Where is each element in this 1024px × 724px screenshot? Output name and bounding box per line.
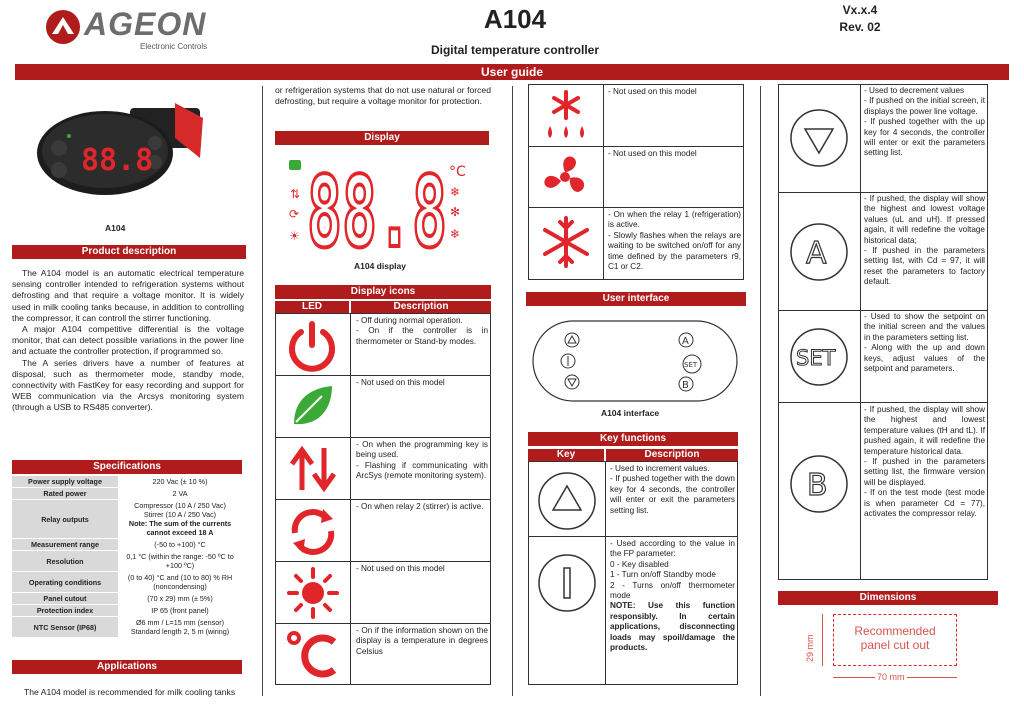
key-desc-line: - Used according to the value in the FP parameter: — [610, 539, 735, 559]
key-desc-line: - Used to show the setpoint on the initial screen and the values in the parameters setting list. — [864, 312, 985, 342]
product-desc-paragraph: A major A104 competitive differential is the voltage monitor, that can detect possible variations in the power line and actuate the controller protection, if programmed so. — [12, 324, 244, 357]
table-row — [12, 593, 242, 605]
stirrer-icon — [287, 505, 339, 557]
key-desc-line: - If pushed on the initial screen, it displays the power line voltage. — [864, 96, 985, 116]
spec-value-text: Compressor (10 A / 250 Vac) Stirrer (10 A / 250 Vac) — [134, 501, 226, 519]
interface-illustration — [530, 318, 740, 404]
col2-intro: or refrigeration systems that do not use natural or forced defrosting, but require a voltage monitor for protection. — [275, 85, 491, 107]
applications-text: The A104 model is recommended for milk cooling tanks — [24, 687, 236, 697]
spec-value: 220 Vac (± 10 %) — [152, 477, 208, 486]
column-divider — [512, 86, 513, 696]
svg-text:❄: ❄ — [450, 185, 461, 199]
table-row — [12, 488, 242, 500]
spec-value: (70 x 29) mm (± 5%) — [147, 594, 213, 603]
spec-key: NTC Sensor (IP68) — [12, 617, 118, 638]
icon-desc-line: - On when relay 2 (stirrer) is active. — [356, 502, 484, 511]
icon-desc-line: - Not used on this model — [356, 564, 445, 573]
spec-value — [118, 500, 242, 539]
key-desc-line: - Used to decrement values — [864, 86, 965, 95]
section-dimensions: Dimensions — [778, 591, 998, 605]
svg-text:⇅: ⇅ — [290, 187, 301, 201]
spec-value: (0 to 40) °C and (10 to 80) % RH (noncondensing) — [127, 573, 233, 591]
spec-key: Rated power — [12, 488, 118, 500]
spec-key: Protection index — [12, 605, 118, 617]
section-display: Display — [275, 131, 489, 145]
spec-key: Resolution — [12, 551, 118, 572]
programming-arrows-icon — [288, 444, 338, 494]
spec-value: Ø6 mm / L=15 mm (sensor) Standard length 2, 5 m (wiring) — [130, 618, 230, 636]
key-desc-line: - If pushed together with the up key for 4 seconds, the controller will enter or exit the parameters setting list. — [864, 117, 985, 158]
section-user-interface: User interface — [526, 292, 746, 306]
defrost-icon — [538, 88, 594, 144]
svg-text:⟳: ⟳ — [289, 207, 300, 221]
spec-note: Note: The sum of the currents cannot exceed 18 A — [128, 519, 232, 537]
fan-icon — [538, 150, 592, 204]
spec-value: 2 VA — [172, 489, 188, 498]
svg-text:A: A — [682, 336, 689, 347]
display-illustration — [287, 156, 477, 252]
icon-desc-line: - Not used on this model — [608, 149, 697, 158]
table-row — [12, 605, 242, 617]
spec-key: Panel cutout — [12, 593, 118, 605]
icon-desc-line: - Off during normal operation. — [356, 316, 463, 325]
section-specifications: Specifications — [12, 460, 242, 474]
logo-subtitle: Electronic Controls — [140, 42, 208, 51]
key-desc-line: - Used to increment values. — [610, 464, 710, 473]
interface-caption: A104 interface — [600, 408, 660, 418]
power-icon — [285, 318, 339, 372]
table-row — [12, 539, 242, 551]
b-key-icon — [788, 453, 850, 515]
header-key-description: Description — [606, 449, 738, 461]
icon-desc-line: - Not used on this model — [356, 378, 445, 387]
panel-cutout-box — [833, 614, 957, 666]
specifications-table — [12, 476, 242, 638]
section-key-functions: Key functions — [528, 432, 738, 446]
key-desc-line: - Along with the up and down keys, adjust values of the setpoint and parameters. — [864, 343, 985, 374]
page-title: A104 — [483, 4, 547, 34]
svg-text:SET: SET — [796, 346, 836, 370]
logo-mark-icon — [44, 8, 82, 46]
spec-key: Relay outputs — [12, 500, 118, 539]
svg-text:✻: ✻ — [450, 205, 461, 219]
display-caption: A104 display — [354, 261, 406, 271]
banner-user-guide: User guide — [15, 64, 1009, 80]
snowflake-icon — [538, 214, 594, 270]
revision-label: Rev. 02 — [839, 20, 881, 34]
down-key-icon — [788, 107, 850, 169]
table-row — [12, 551, 242, 572]
spec-value: (-50 to +100) °C — [154, 540, 206, 549]
spec-key: Measurement range — [12, 539, 118, 551]
standby-key-icon — [536, 552, 598, 614]
dimension-height-line — [822, 614, 823, 666]
product-desc-paragraph: The A104 model is an automatic electrical temperature sensing controller intended to refrigeration systems without defrosting and that require a voltage monitor. It is widely used in milk cooling tanks because, in addition to controlling the compressor, it can controll the stirrer functioning. — [12, 268, 244, 323]
svg-text:B: B — [682, 380, 689, 391]
cutout-label: Recommended panel cut out — [854, 624, 936, 652]
key-desc-line: - If pushed in the parameters setting list, with Cd = 97, it will reset the parameters to factory default. — [864, 246, 985, 287]
icon-desc-line: - On if the information shown on the display is a temperature in degrees Celsius — [356, 626, 488, 656]
a-key-icon — [788, 221, 850, 283]
svg-text:❄: ❄ — [450, 227, 461, 241]
photo-caption: A104 — [105, 223, 126, 233]
display-digits: 88.8 — [307, 156, 447, 252]
key-desc-line: - If pushed in the parameters setting list, the firmware version will be displayed. — [864, 457, 985, 487]
dimension-width-label: 70 mm — [877, 672, 905, 682]
svg-text:SET: SET — [684, 361, 698, 369]
key-desc-line: 2 - Turns on/off thermometer mode — [610, 580, 735, 601]
product-desc-paragraph: The A series drivers have a number of features at disposal, such as thermometer mode, standby mode, connectivity with FastKey for easy recording and support for WEB communication via the Arcsys monitoring system (through a USB to RS485 converter). — [12, 357, 244, 413]
version-label: Vx.x.4 — [842, 3, 878, 17]
sun-icon — [286, 566, 340, 620]
key-desc-line: - If pushed, the display will show the highest and lowest voltage values (uL and uH). If pressed again, it will redefine the voltage historical data; — [864, 194, 985, 245]
page-subtitle: Digital temperature controller — [430, 43, 600, 57]
section-applications: Applications — [12, 660, 242, 674]
key-desc-line: 0 - Key disabled — [610, 559, 669, 569]
spec-value: IP 65 (front panel) — [151, 606, 209, 615]
section-display-icons: Display icons — [275, 285, 491, 299]
table-row — [12, 572, 242, 593]
header-description: Description — [351, 301, 491, 313]
product-photo — [35, 98, 205, 218]
dimension-height-label: 29 mm — [805, 634, 815, 662]
column-divider — [262, 86, 263, 696]
svg-text:88.8: 88.8 — [81, 143, 154, 178]
key-desc-note: NOTE: Use this function responsibly. In certain applications, disconnecting loads may spoil/damage the products. — [610, 601, 735, 653]
leaf-icon — [288, 382, 336, 430]
key-desc-line: - If pushed together with the down key for 4 seconds, the controller will enter or exit the parameters setting list. — [610, 474, 735, 515]
icon-desc-line: - Not used on this model — [608, 87, 697, 96]
icon-desc-line: - On when the relay 1 (refrigeration) is active. — [608, 210, 741, 230]
icon-desc-line: - On when the programming key is being used. — [356, 440, 488, 460]
key-desc-line: - If pushed, the display will show the highest and lowest temperature values (tH and tL). If pushed again, it will redefine the temperature historical data. — [864, 405, 985, 456]
table-row — [12, 617, 242, 638]
spec-value: 0,1 °C (within the range: -50 ºC to +100 ºC) — [126, 552, 234, 570]
up-key-icon — [536, 470, 598, 532]
section-product-description: Product description — [12, 245, 246, 259]
icon-desc-line: - On if the controller is in thermometer or Stand-by modes. — [356, 326, 488, 346]
icon-desc-line: - Slowly flashes when the relays are waiting to be switched on/off for any time defined by the parameters r9, C1 or C2. — [608, 230, 741, 272]
key-desc-line: 1 - Turn on/off Standby mode — [610, 570, 716, 580]
spec-key: Operating conditions — [12, 572, 118, 593]
svg-text:B: B — [807, 468, 828, 503]
header-key: Key — [528, 449, 604, 461]
table-row — [12, 476, 242, 488]
table-row — [12, 500, 242, 539]
header-led: LED — [275, 301, 349, 313]
spec-key: Power supply voltage — [12, 476, 118, 488]
svg-text:A: A — [806, 236, 827, 271]
logo-text: AGEON — [84, 6, 207, 42]
key-desc-line: - If on the test mode (test mode is when parameter Cd = 77), activates the compressor relay. — [864, 488, 985, 519]
icon-desc-line: - Flashing if communicating with ArcSys (remote monitoring system). — [356, 460, 488, 481]
celsius-icon — [286, 628, 342, 680]
svg-text:°C: °C — [449, 164, 466, 180]
brand-logo — [44, 6, 224, 54]
set-key-icon — [788, 326, 850, 388]
column-divider — [760, 86, 761, 696]
svg-text:☀: ☀ — [289, 229, 300, 243]
